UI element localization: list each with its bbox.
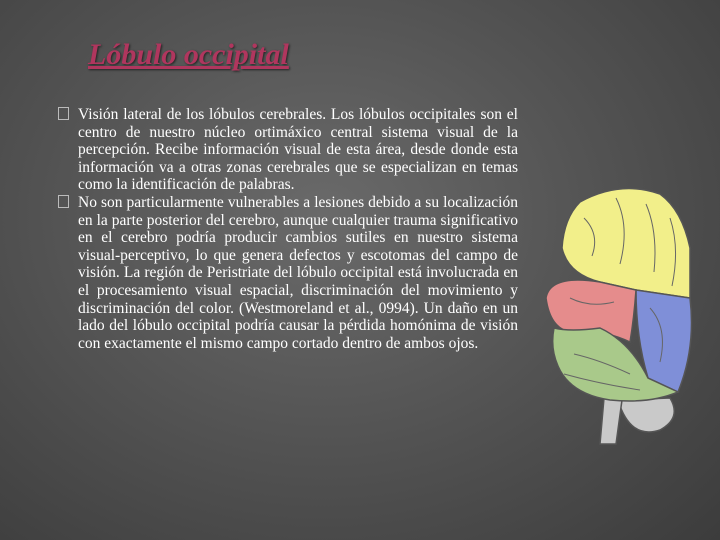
bullet-icon (58, 107, 69, 120)
bullet-icon (58, 195, 69, 208)
slide-title: Lóbulo occipital (88, 38, 289, 71)
cerebellum-shape (618, 398, 674, 432)
bullet-list (58, 106, 518, 352)
bullet-text: Visión lateral de los lóbulos cerebrales. Los lóbulos occipitales son el centro de nuestro núcleo ortimáxico central sistema visual de la percepción. Recibe información visual de esta área, desde donde esta información va a otras zonas cerebrales que se especializan en temas como la identificación de palabras. (78, 106, 518, 194)
brain-illustration (540, 178, 700, 452)
bullet-text: No son particularmente vulnerables a lesiones debido a su localización en la parte posterior del cerebro, aunque cualquier trauma significativo en el cerebro podría producir cambios sutiles en nuestro sistema visual-perceptivo, lo que genera defectos y escotomas del campo de visión. La región de Peristriate del lóbulo occipital está involucrada en el procesamiento visual espacial, discriminación del movimiento y discriminación del color. (Westmoreland et al., 0994). Un daño en un lado del lóbulo occipital podría causar la pérdida homónima de visión con exactamente el mismo campo cortado dentro de ambos ojos. (78, 193, 518, 352)
bullet-item (58, 106, 518, 194)
brain-stem-shape (600, 398, 622, 444)
bullet-item (58, 194, 518, 352)
